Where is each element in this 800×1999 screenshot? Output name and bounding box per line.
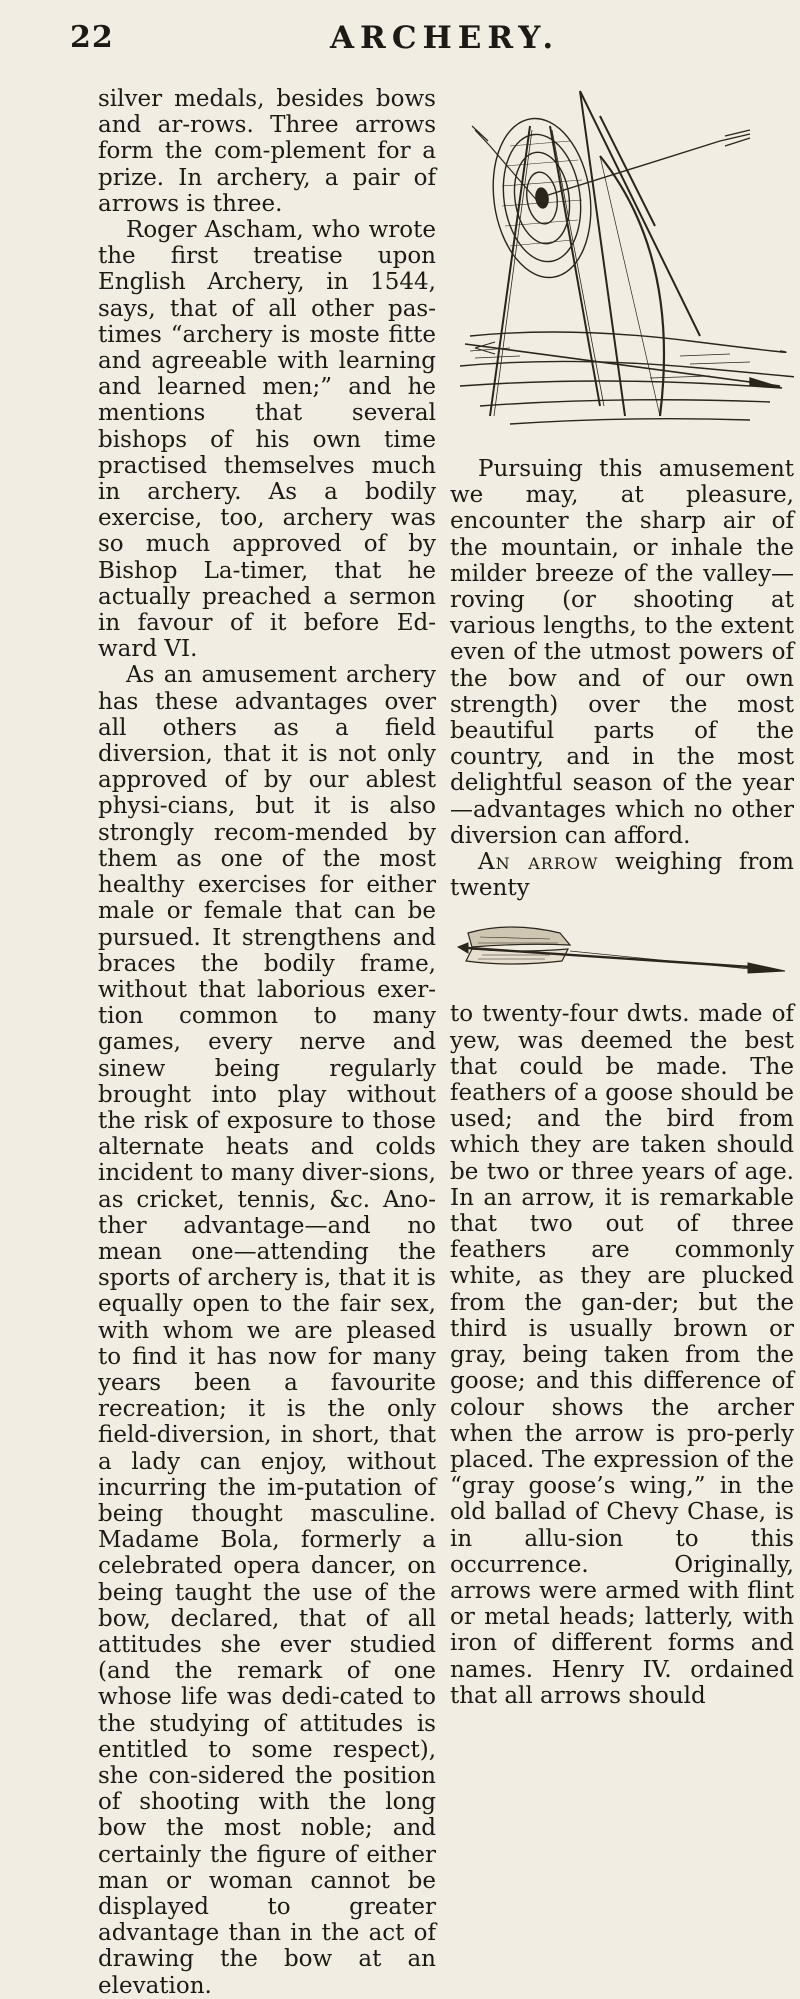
left-column [98, 86, 436, 1999]
paragraph: As an amusement archery has these advantages over all others as a field diversion, that it is not only approved of by our ablest physi-cians, but it is also strongly recom-mended by them as one of the most healthy exercises for either male or female that can be pursued. It strengthens and braces the bodily frame, without that laborious exer-tion common to many games, every nerve and sinew being regularly brought into play without the risk of exposure to those alternate heats and colds incident to many diver-sions, as cricket, tennis, &c. Ano-ther advantage—and no mean one—attending the sports of archery is, that it is equally open to the fair sex, with whom we are pleased to find it has now for many years been a favourite recreation; it is the only field-diversion, in short, that a lady can enjoy, without incurring the im-putation of being thought masculine. Madame Bola, formerly a celebrated opera dancer, on being taught the use of the bow, declared, that of all attitudes she ever studied (and the remark of one whose life was dedi-cated to the studying of attitudes is entitled to some respect), she con-sidered the position of shooting with the long bow the most noble; and certainly the figure of either man or woman cannot be displayed to greater advantage than in the act of drawing the bow at an elevation. [98, 662, 436, 1999]
paragraph: silver medals, besides bows and ar-rows. Three arrows form the com-plement for a prize. In archery, a pair of arrows is three. [98, 86, 436, 217]
paragraph [450, 849, 794, 901]
paragraph-fragment: weighing from twenty [450, 849, 794, 902]
arrow-illustration [450, 903, 794, 1001]
running-title: ARCHERY. [330, 20, 560, 56]
page-header [70, 20, 800, 90]
archery-target-illustration [450, 86, 794, 456]
paragraph: to twenty-four dwts. made of yew, was deemed the best that could be made. The feathers of a goose should be used; and the bird from which they are taken should be two or three years of age. In an arrow, it is remarkable that two out of three feathers are commonly white, as they are plucked from the gan-der; but the third is usually brown or gray, being taken from the goose; and this difference of colour shows the archer when the arrow is pro-perly placed. The expression of the “gray goose’s wing,” in the old ballad of Chevy Chase, is in allu-sion to this occurrence. Originally, arrows were armed with flint or metal heads; latterly, with iron of different forms and names. Henry IV. ordained that all arrows should [450, 1001, 794, 1709]
small-caps-lead: An arrow [478, 849, 599, 876]
paragraph: Roger Ascham, who wrote the first treatise upon English Archery, in 1544, says, that of all other pas-times “archery is moste fitte and agreeable with learning and learned men;” and he mentions that several bishops of his own time practised themselves much in archery. As a bodily exercise, too, archery was so much approved of by Bishop La-timer, that he actually preached a sermon in favour of it before Ed-ward VI. [98, 217, 436, 663]
right-column [450, 86, 794, 1709]
paragraph: Pursuing this amusement we may, at pleasure, encounter the sharp air of the mountain, or inhale the milder breeze of the valley—roving (or shooting at various lengths, to the extent even of the utmost powers of the bow and of our own strength) over the most beautiful parts of the country, and in the most delightful season of the year—advantages which no other diversion can afford. [450, 456, 794, 849]
page-number: 22 [70, 20, 114, 55]
